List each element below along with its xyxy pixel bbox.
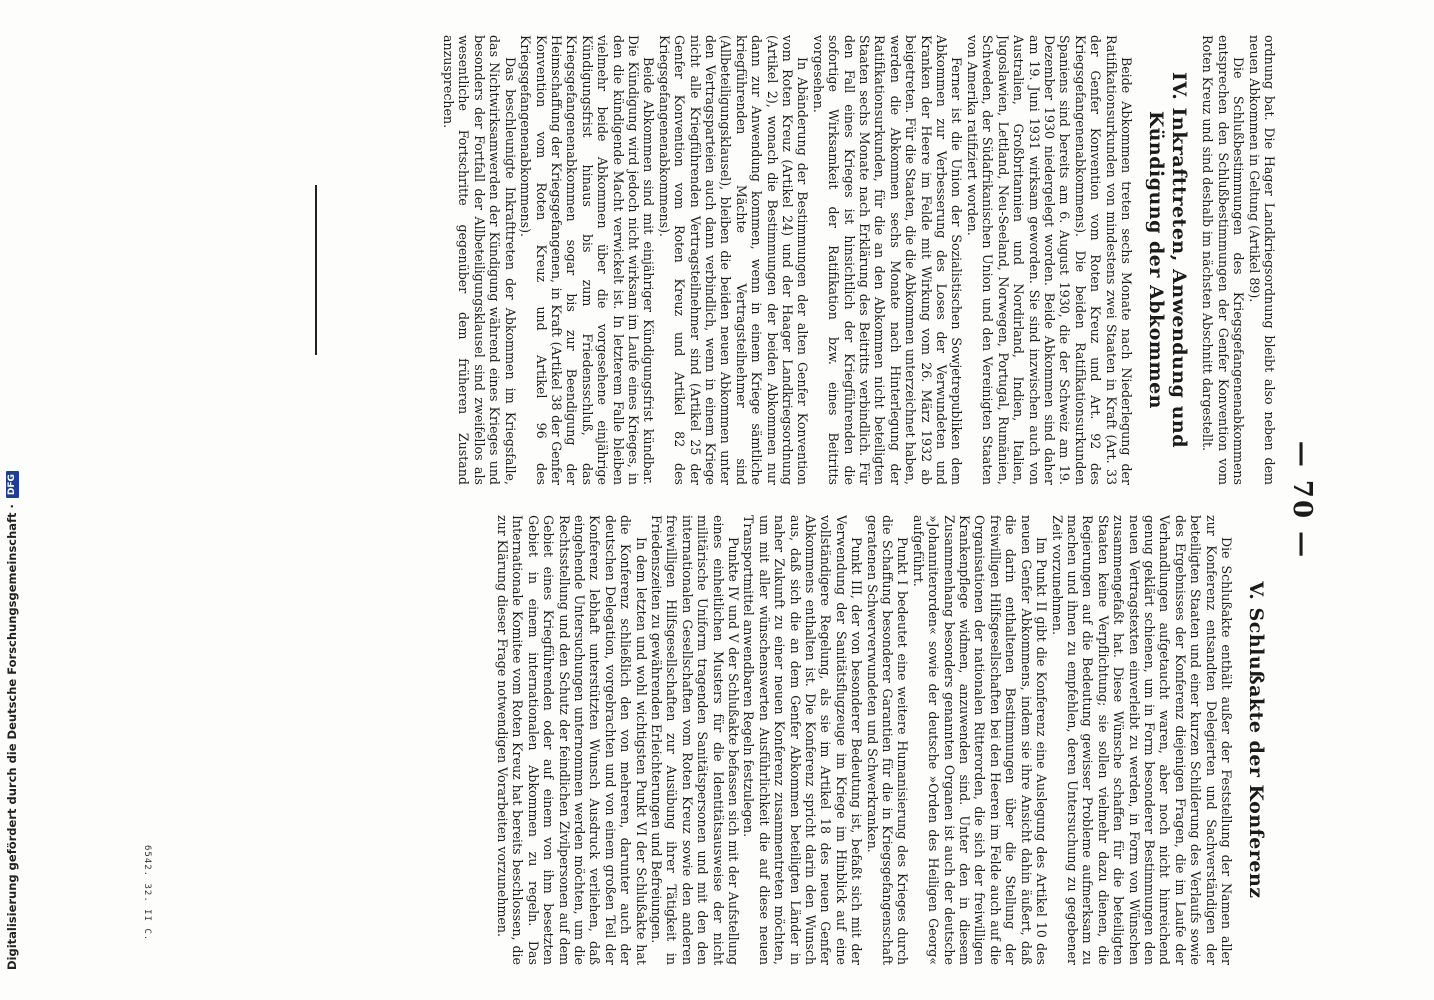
dfg-logo: DFG — [6, 471, 19, 498]
section-iv-paragraph-3: In Abänderung der Bestimmungen der alten Genfer Konvention vom Roten Kreuz (Artikel 24) und der Haager Landkriegsordnung (Artikel 2), wonach die Bestimmungen der beiden Abkommen nur dann zur Anwendung kommen, wenn in einem Kriege sämtliche kriegführenden Mächte Vertragsteilnehmer sind (Allbeteiligungsklausel), bleiben die beiden neuen Abkommen unter den Vertragsparteien auch dann verbindlich, wenn in einem Kriege nicht alle Kriegführenden Vertragsteilnehmer sind (Artikel 25 der Genfer Konvention vom Roten Kreuz und Artikel 82 des Kriegsgefangenenabkommens). — [656, 35, 811, 485]
left-column — [117, 35, 1277, 485]
section-v-paragraph-4: Punkt III, der von besonderer Bedeutung ist, befaßt sich mit der Verwendung der Sanitätsflugzeuge im Kriege im Hinblick auf eine vollständigere Regelung, als sie im Artikel 18 des neuen Genfer Abkommens enthalten ist. Die Konferenz spricht darin den Wunsch aus, daß sich die an dem Genfer Abkommen beteiligten Länder in naher Zukunft zu einer neuen Konferenz zusammentreten möchten, um mit aller wünschenswerten Ausführlichkeit die auf diese neuen Transportmittel anwendbaren Regeln festzulegen. — [741, 515, 865, 965]
section-v-paragraph-1: Die Schlußakte enthält außer der Feststellung der Namen aller zur Konferenz entsandten Delegierten und Sachverständigen der beteiligten Staaten und einer kurzen Schilderung des Verlaufs sowie des Ergebnisses der Konferenz diejenigen Fragen, die im Laufe der Verhandlungen aufgetaucht waren, aber noch nicht hinreichend genug geklärt schienen, um in Form besonderer Bestimmungen den neuen Vertragstexten einverleibt zu werden, in Form von Wünschen zusammengefaßt hat. Diese Wünsche schaffen für die beteiligten Staaten keine Verpflichtung; sie sollen vielmehr dazu dienen, die Regierungen auf die Bedeutung gewisser Probleme aufmerksam zu machen und ihnen zu empfehlen, deren Untersuchung zu gegebener Zeit vorzunehmen. — [1049, 515, 1234, 965]
intro-paragraph-2: Die Schlußbestimmungen des Kriegsgefangenenabkommens entsprechen den Schlußbestimmungen der Genfer Konvention vom Roten Kreuz und sind deshalb im nächsten Abschnitt dargestellt. — [1200, 35, 1247, 485]
section-iv-paragraph-5: Das beschleunigte Inkrafttreten der Abkommen im Kriegsfalle, das Nichtwirksamwerden der Kündigung während eines Krieges und besonders der Fortfall der Allbeteiligungsklausel sind zweifellos als wesentliche Fortschritte gegenüber dem früheren Zustand anzusprechen. — [441, 35, 518, 485]
document-sheet — [97, 35, 1317, 965]
digitization-note-text: Digitalisierung gefördert durch die Deutsche Forschungsgemeinschaft · — [5, 504, 19, 970]
section-v-paragraph-5: Punkte IV und V der Schlußakte befassen sich mit der Aufstellung eines einheitlichen Musters für die Identitätsausweise der nicht militärische Uniform tragenden Sanitätspersonen und mit den den internationalen Gesellschaften vom Roten Kreuz sowie den anderen freiwilligen Hilfsgesellschaften zur Ausübung ihrer Tätigkeit in Friedenszeiten zu gewährenden Erleichterungen und Befreiungen. — [648, 515, 741, 965]
end-rule — [315, 185, 317, 355]
section-iv-paragraph-4: Beide Abkommen sind mit einjähriger Kündigungsfrist kündbar. Die Kündigung wird jedoch nicht wirksam im Laufe eines Krieges, in den die kündigende Macht verwickelt ist. In letzterem Falle bleiben vielmehr beide Abkommen über die vorgesehene einjährige Kündigungsfrist hinaus bis zum Friedensschluß, das Kriegsgefangenenabkommen sogar bis zur Beendigung der Heimschaffung der Kriegsgefangenen, in Kraft (Artikel 38 der Genfer Konvention vom Roten Kreuz und Artikel 96 des Kriegsgefangenenabkommens). — [518, 35, 657, 485]
printer-mark: 6542. 32. II C. — [142, 845, 152, 942]
digitization-note — [4, 10, 20, 990]
section-heading-v: V. Schlußakte der Konferenz — [1245, 581, 1267, 899]
section-v-paragraph-2: Im Punkt II gibt die Konferenz eine Auslegung des Artikel 10 des neuen Genfer Abkommens, indem sie ihre Ansicht dahin äußert, daß die darin enthaltenen Bestimmungen über die Stellung der freiwilligen Hilfsgesellschaften bei den Heeren im Felde auch auf die Organisationen der nationalen Ritterorden, die sich der freiwilligen Krankenpflege widmen, anzuwenden sind. Unter den in diesem Zusammenhang besonders genannten Organen ist auch der deutsche »Johanniterorden« sowie der deutsche »Orden des Heiligen Georg« aufgeführt. — [910, 515, 1050, 965]
section-v-paragraph-6: In dem letzten und wohl wichtigsten Punkt VI der Schlußakte hat die Konferenz schließlich den von mehreren, darunter auch der deutschen Delegation, vorgebrachten und von einem großen Teil der Konferenz lebhaft unterstützten Wunsch Ausdruck verliehen, daß eingehende Untersuchungen unternommen werden möchten, um die Rechtsstellung und den Schutz der feindlichen Zivilpersonen auf dem Gebiet eines Kriegführenden oder auf einem von ihm besetzten Gebiet in einem internationalen Abkommen zu regeln. Das Internationale Komitee vom Roten Kreuz hat bereits beschlossen, die zur Klärung dieser Frage notwendigen Vorarbeiten vorzunehmen. — [494, 515, 649, 965]
section-heading-iv: IV. Inkrafttreten, Anwendung und Kündigung der Abkommen — [1144, 72, 1190, 448]
section-iv-paragraph-1: Beide Abkommen treten sechs Monate nach Niederlegung der Ratifikationsurkunden von mindestens zwei Staaten in Kraft (Art. 33 der Genfer Konvention vom Roten Kreuz und Art. 92 des Kriegsgefangenenabkommens). Die beiden Ratifikationsurkunden Spaniens sind bereits am 6. August 1930, die der Schweiz am 19. Dezember 1930 niedergelegt worden. Beide Abkommen sind daher am 19. Juni 1931 wirksam geworden. Sie sind inzwischen auch von Australien, Großbritannien und Nordirland, Indien, Italien, Jugoslawien, Lettland, Neu-Seeland, Norwegen, Portugal, Rumänien, Schweden, der Südafrikanischen Union und den Vereinigten Staaten von Amerika ratifiziert worden. — [964, 35, 1134, 485]
intro-paragraph-1: ordnung bat. Die Hager Landkriegsordnung bleibt also neben dem neuen Abkommen in Geltung (Artikel 89). — [1246, 35, 1277, 485]
right-column — [117, 515, 1277, 965]
page-number: — 70 — — [1287, 440, 1317, 560]
section-v-paragraph-3: Punkt I bedeutet eine weitere Humanisierung des Krieges durch die Schaffung besonderer Garantien für die in Kriegsgefangenschaft geratenen Schwerverwundeten und Schwerkranken. — [864, 515, 911, 965]
section-iv-paragraph-2: Ferner ist die Union der Sozialistischen Sowjetrepubliken dem Abkommen zur Verbesserung des Loses der Verwundeten und Kranken der Heere im Felde mit Wirkung vom 26. März 1932 ab beigetreten. Für die Staaten, die die Abkommen unterzeichnet haben, werden die Abkommen sechs Monate nach Hinterlegung der Ratifikationsurkunden, für die an den Abkommen nicht beteiligten Staaten sechs Monate nach Erklärung des Beitritts verbindlich. Für den Fall eines Krieges ist hinsichtlich der Kriegführenden die sofortige Wirksamkeit der Ratifikation bzw. eines Beitritts vorgesehen. — [810, 35, 965, 485]
